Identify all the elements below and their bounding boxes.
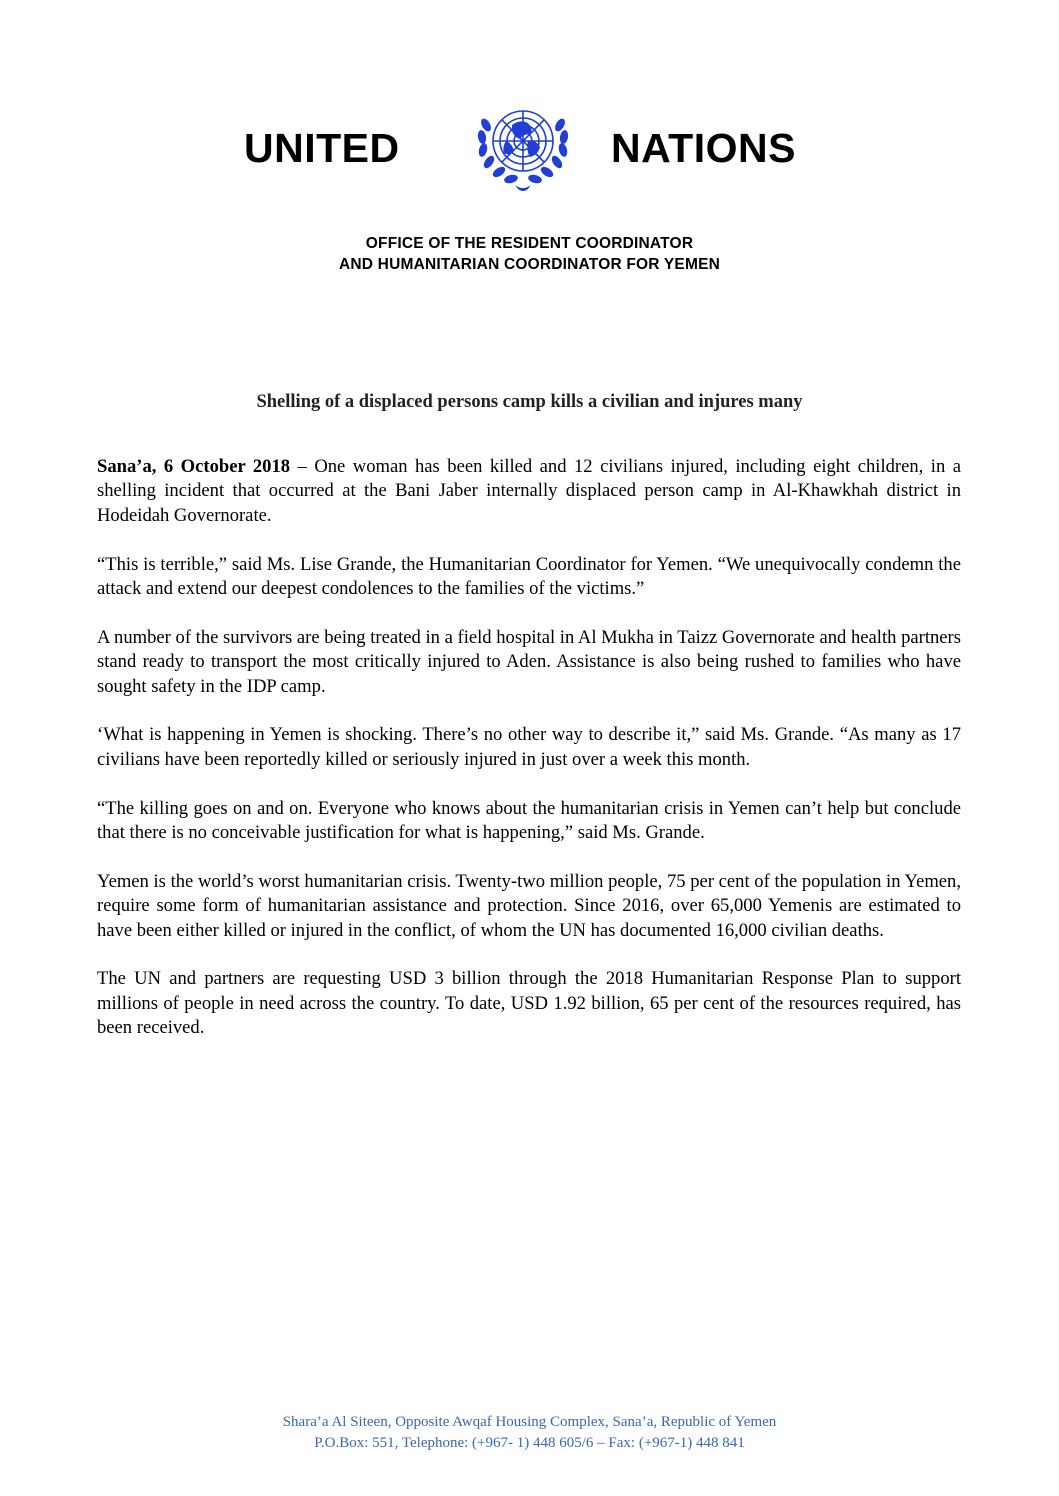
office-heading-line-2: AND HUMANITARIAN COORDINATOR FOR YEMEN <box>338 256 721 273</box>
masthead-right-word: NATIONS <box>611 125 796 171</box>
office-heading-line-1: OFFICE OF THE RESIDENT COORDINATOR <box>365 235 694 252</box>
un-emblem-icon <box>468 95 578 195</box>
footer-contact-line: P.O.Box: 551, Telephone: (+967- 1) 448 605/6 – Fax: (+967-1) 448 841 <box>314 1435 745 1451</box>
paragraph-1-text: – One woman has been killed and 12 civilians injured, including eight children, in a shelling incident that occurred at the Bani Jaber internally displaced person camp in Al-Khawkhah district in Hodeidah Governorate. <box>97 456 961 526</box>
paragraph-4: ‘What is happening in Yemen is shocking. There’s no other way to describe it,” said Ms. Grande. “As many as 17 civilians have been reportedly killed or seriously injured in just over a week this month. <box>97 724 961 770</box>
paragraph-6: Yemen is the world’s worst humanitarian crisis. Twenty-two million people, 75 per cent of the population in Yemen, require some form of humanitarian assistance and protection. Since 2016, over 65,000 Yemenis are estimated to have been either killed or injured in the conflict, of whom the UN has documented 16,000 civilian deaths. <box>97 870 961 941</box>
paragraph-2: “This is terrible,” said Ms. Lise Grande, the Humanitarian Coordinator for Yemen. “We unequivocally condemn the attack and extend our deepest condolences to the families of the victims.” <box>97 553 961 600</box>
paragraph-3: A number of the survivors are being treated in a field hospital in Al Mukha in Taizz Governorate and health partners stand ready to transport the most critically injured to Aden. Assistance is also being rushed to families who have sought safety in the IDP camp. <box>97 626 961 697</box>
paragraph-7: The UN and partners are requesting USD 3 billion through the 2018 Humanitarian Response Plan to support millions of people in need across the country. To date, USD 1.92 billion, 65 per cent of the resources required, has been received. <box>97 968 961 1039</box>
paragraph-1 <box>97 455 961 528</box>
masthead <box>0 95 1059 205</box>
press-release-body <box>97 455 961 1065</box>
address-footer <box>0 1412 1059 1454</box>
press-release-title: Shelling of a displaced persons camp kills a civilian and injures many <box>256 392 803 412</box>
dateline: Sana’a, 6 October 2018 <box>97 456 291 477</box>
paragraph-5: “The killing goes on and on. Everyone who knows about the humanitarian crisis in Yemen can’t help but conclude that there is no conceivable justification for what is happening,” said Ms. Grande. <box>97 797 961 844</box>
office-heading <box>0 233 1059 275</box>
footer-address-line: Shara’a Al Siteen, Opposite Awqaf Housing Complex, Sana’a, Republic of Yemen <box>282 1414 777 1430</box>
masthead-left-word: UNITED <box>244 125 400 171</box>
